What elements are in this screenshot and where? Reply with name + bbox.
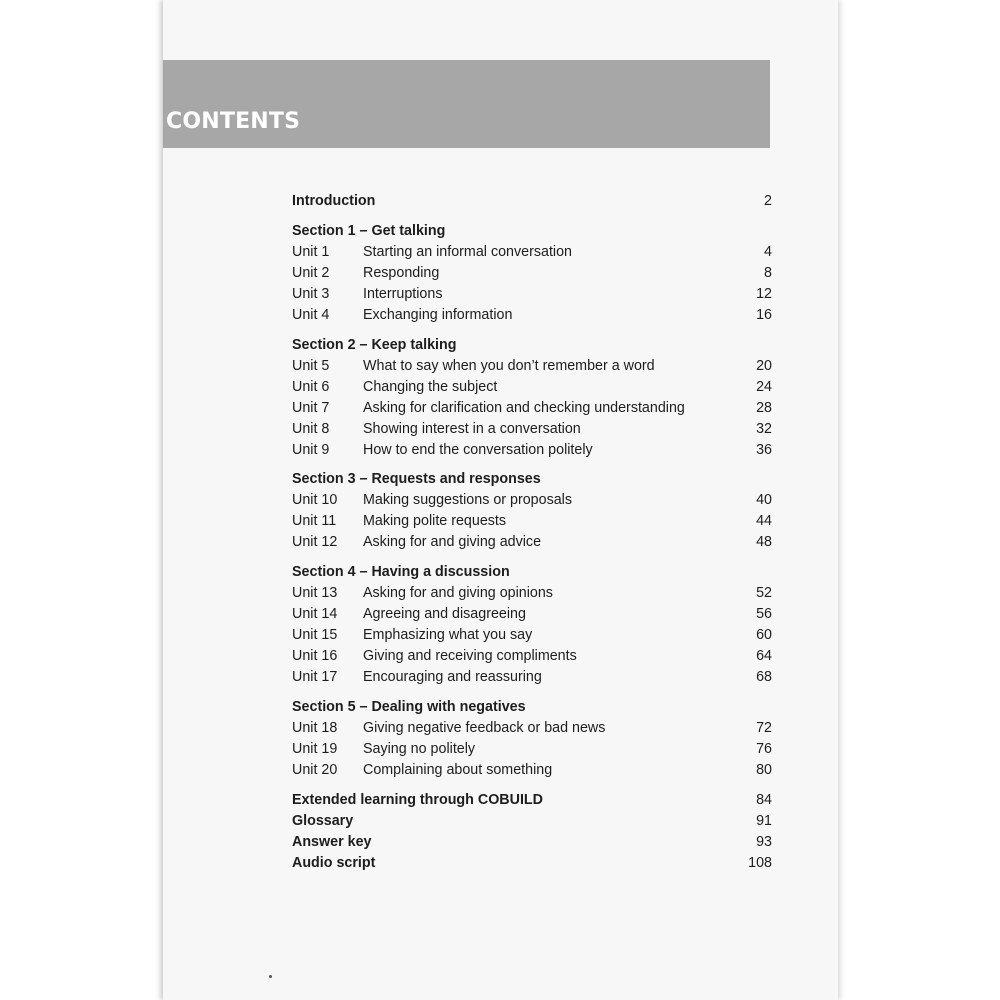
- section-heading: Section 3 – Requests and responses: [292, 471, 541, 487]
- toc-page-number: 56: [756, 606, 772, 622]
- toc-page-number: 80: [756, 762, 772, 778]
- toc-row: [292, 739, 772, 760]
- unit-label: Unit 17: [292, 669, 338, 685]
- unit-label: Unit 15: [292, 627, 338, 643]
- toc-back-matter-row: [292, 790, 772, 811]
- toc-row: [292, 667, 772, 688]
- toc-page-number: 91: [756, 813, 772, 829]
- unit-label: Unit 10: [292, 492, 338, 508]
- unit-label: Unit 14: [292, 606, 338, 622]
- toc-row: [292, 305, 772, 326]
- toc-entry-title: Extended learning through COBUILD: [292, 792, 543, 808]
- unit-title: Asking for and giving advice: [363, 534, 542, 550]
- unit-label: Unit 18: [292, 720, 338, 736]
- toc-row: [292, 646, 772, 667]
- toc-page-number: 4: [764, 244, 772, 260]
- toc-row: [292, 760, 772, 781]
- unit-title: Responding: [363, 265, 440, 281]
- unit-label: Unit 8: [292, 421, 330, 437]
- toc-row: [292, 511, 772, 532]
- toc-row: [292, 532, 772, 553]
- toc-page-number: 40: [756, 492, 772, 508]
- toc-page-number: 68: [756, 669, 772, 685]
- unit-title: What to say when you don’t remember a word: [363, 358, 655, 374]
- toc-page-number: 84: [756, 792, 772, 808]
- unit-title: Saying no politely: [363, 741, 476, 757]
- toc-page-number: 52: [756, 585, 772, 601]
- toc-page-number: 24: [756, 379, 772, 395]
- print-speck: [269, 975, 272, 978]
- toc-page-number: 12: [756, 286, 772, 302]
- unit-label: Unit 12: [292, 534, 338, 550]
- unit-label: Unit 3: [292, 286, 330, 302]
- toc-row: [292, 583, 772, 604]
- unit-title: Giving and receiving compliments: [363, 648, 577, 664]
- unit-title: How to end the conversation politely: [363, 442, 593, 458]
- toc-row: [292, 490, 772, 511]
- unit-title: Asking for clarification and checking understanding: [363, 400, 685, 416]
- toc-row: [292, 398, 772, 419]
- unit-label: Unit 2: [292, 265, 330, 281]
- toc-row: [292, 440, 772, 461]
- toc-page-number: 108: [748, 855, 772, 871]
- toc-page-number: 2: [764, 193, 772, 209]
- unit-label: Unit 16: [292, 648, 338, 664]
- unit-label: Unit 13: [292, 585, 338, 601]
- toc-row: [292, 242, 772, 263]
- unit-label: Unit 20: [292, 762, 338, 778]
- toc-entry-title: Audio script: [292, 855, 376, 871]
- toc-page-number: 93: [756, 834, 772, 850]
- toc-row: [292, 284, 772, 305]
- toc-page-number: 76: [756, 741, 772, 757]
- unit-title: Making suggestions or proposals: [363, 492, 573, 508]
- unit-title: Giving negative feedback or bad news: [363, 720, 606, 736]
- toc-row: [292, 419, 772, 440]
- unit-title: Complaining about something: [363, 762, 553, 778]
- toc-page-number: 48: [756, 534, 772, 550]
- unit-title: Making polite requests: [363, 513, 507, 529]
- unit-label: Unit 19: [292, 741, 338, 757]
- unit-title: Exchanging information: [363, 307, 513, 323]
- toc-entry-title: Introduction: [292, 193, 376, 209]
- toc-row: [292, 625, 772, 646]
- toc-page-number: 16: [756, 307, 772, 323]
- toc-row: [292, 356, 772, 377]
- toc-page-number: 72: [756, 720, 772, 736]
- unit-label: Unit 9: [292, 442, 330, 458]
- section-heading: Section 5 – Dealing with negatives: [292, 699, 526, 715]
- unit-title: Showing interest in a conversation: [363, 421, 581, 437]
- toc-page-number: 28: [756, 400, 772, 416]
- toc-page-number: 60: [756, 627, 772, 643]
- unit-label: Unit 11: [292, 513, 337, 529]
- toc-entry-title: Answer key: [292, 834, 372, 850]
- unit-label: Unit 1: [292, 244, 330, 260]
- toc-back-matter-row: [292, 811, 772, 832]
- unit-title: Starting an informal conversation: [363, 244, 573, 260]
- toc-row: [292, 263, 772, 284]
- unit-label: Unit 5: [292, 358, 330, 374]
- toc-page-number: 36: [756, 442, 772, 458]
- unit-label: Unit 4: [292, 307, 330, 323]
- unit-title: Interruptions: [363, 286, 443, 302]
- section-heading: Section 1 – Get talking: [292, 223, 446, 239]
- toc-row: [292, 604, 772, 625]
- toc-introduction: [292, 191, 772, 212]
- unit-title: Asking for and giving opinions: [363, 585, 553, 601]
- toc-entry-title: Glossary: [292, 813, 354, 829]
- toc-page-number: 20: [756, 358, 772, 374]
- unit-label: Unit 7: [292, 400, 330, 416]
- unit-title: Changing the subject: [363, 379, 498, 395]
- section-heading: Section 4 – Having a discussion: [292, 564, 510, 580]
- unit-title: Agreeing and disagreeing: [363, 606, 526, 622]
- unit-label: Unit 6: [292, 379, 330, 395]
- page-title: CONTENTS: [166, 109, 301, 134]
- toc-page-number: 44: [756, 513, 772, 529]
- toc-row: [292, 718, 772, 739]
- toc-row: [292, 377, 772, 398]
- toc-page-number: 8: [764, 265, 772, 281]
- toc-page-number: 32: [756, 421, 772, 437]
- unit-title: Encouraging and reassuring: [363, 669, 542, 685]
- section-heading: Section 2 – Keep talking: [292, 337, 457, 353]
- toc-back-matter-row: [292, 853, 772, 874]
- toc-page-number: 64: [756, 648, 772, 664]
- toc-back-matter-row: [292, 832, 772, 853]
- unit-title: Emphasizing what you say: [363, 627, 533, 643]
